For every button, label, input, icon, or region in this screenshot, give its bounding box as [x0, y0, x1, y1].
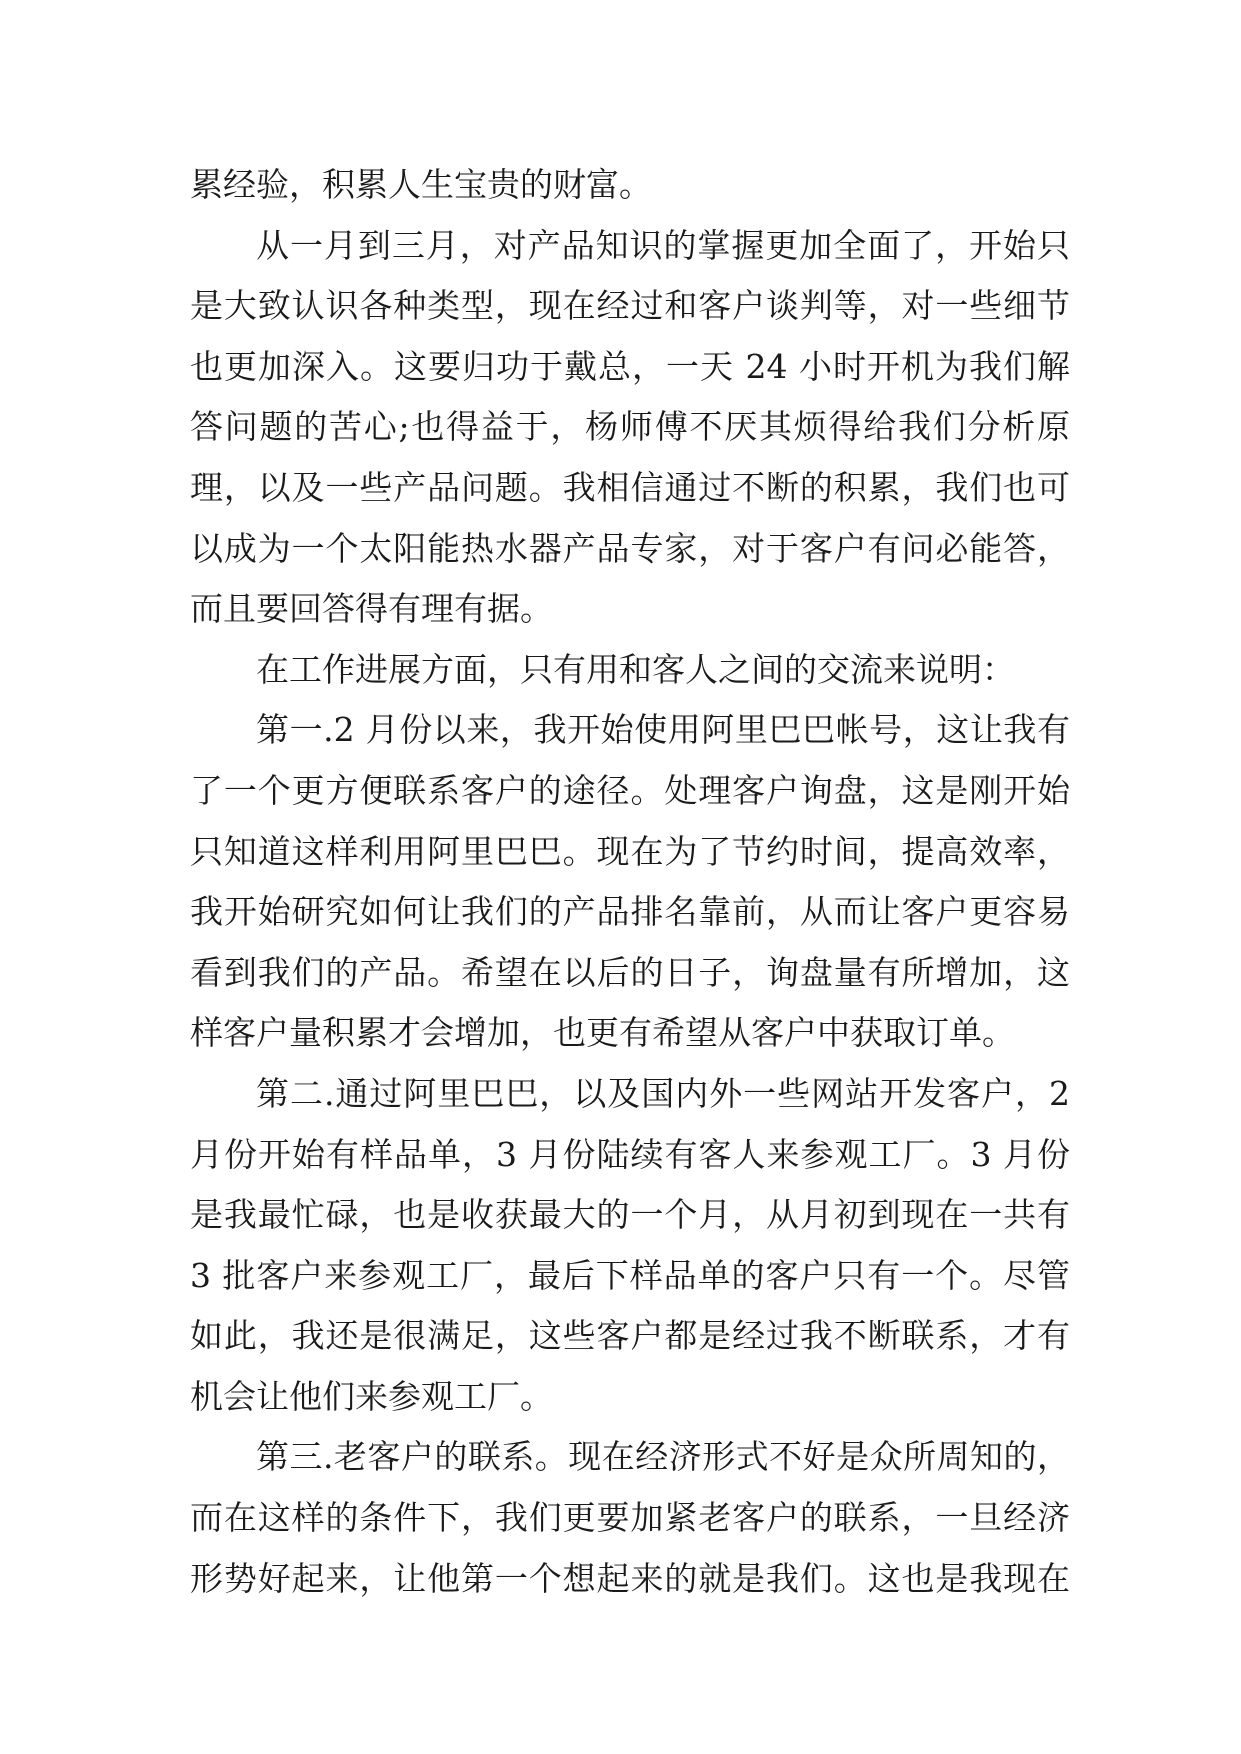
text-line: 是大致认识各种类型，现在经过和客户谈判等，对一些细节: [190, 286, 1070, 326]
text-line: 只知道这样利用阿里巴巴。现在为了节约时间，提高效率，: [190, 831, 1070, 871]
document-body-text: [190, 155, 1070, 1609]
text-line: 我开始研究如何让我们的产品排名靠前，从而让客户更容易: [190, 892, 1070, 932]
text-line: 而且要回答得有理有据。: [190, 589, 553, 629]
text-line: 答问题的苦心;也得益于，杨师傅不厌其烦得给我们分析原: [190, 407, 1070, 447]
text-line: 第三.老客户的联系。现在经济形式不好是众所周知的，: [256, 1437, 1070, 1477]
text-line: 是我最忙碌，也是收获最大的一个月，从月初到现在一共有: [190, 1195, 1070, 1235]
text-line: 如此，我还是很满足，这些客户都是经过我不断联系，才有: [190, 1316, 1070, 1356]
text-line: 也更加深入。这要归功于戴总，一天 24 小时开机为我们解: [190, 346, 1070, 386]
text-line: 从一月到三月，对产品知识的掌握更加全面了，开始只: [256, 225, 1070, 265]
text-line: 月份开始有样品单，3 月份陆续有客人来参观工厂。3 月份: [190, 1134, 1070, 1174]
text-line: 机会让他们来参观工厂。: [190, 1376, 553, 1416]
text-line: 样客户量积累才会增加，也更有希望从客户中获取订单。: [190, 1013, 1015, 1053]
text-line: 理，以及一些产品问题。我相信通过不断的积累，我们也可: [190, 467, 1070, 507]
text-line: 看到我们的产品。希望在以后的日子，询盘量有所增加，这: [190, 952, 1070, 992]
text-line: 累经验，积累人生宝贵的财富。: [190, 165, 652, 204]
text-line: 第二.通过阿里巴巴，以及国内外一些网站开发客户，2: [256, 1073, 1070, 1113]
text-line: 形势好起来，让他第一个想起来的就是我们。这也是我现在: [190, 1558, 1070, 1598]
text-line: 了一个更方便联系客户的途径。处理客户询盘，这是刚开始: [190, 770, 1070, 810]
text-line: 第一.2 月份以来，我开始使用阿里巴巴帐号，这让我有: [256, 710, 1070, 750]
text-line: 在工作进展方面，只有用和客人之间的交流来说明：: [256, 649, 1015, 689]
text-line: 而在这样的条件下，我们更要加紧老客户的联系，一旦经济: [190, 1498, 1070, 1538]
text-line: 以成为一个太阳能热水器产品专家，对于客户有问必能答，: [190, 528, 1070, 568]
text-line: 3 批客户来参观工厂，最后下样品单的客户只有一个。尽管: [190, 1255, 1070, 1295]
